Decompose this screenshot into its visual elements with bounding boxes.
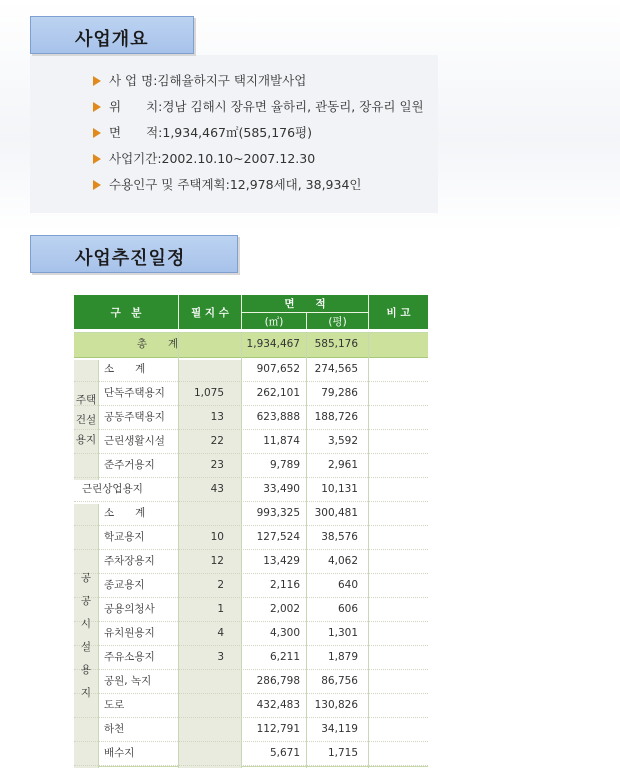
table-row [74, 694, 428, 718]
header-area-pyeong: (평) [328, 315, 347, 328]
group-label [74, 360, 98, 480]
overview-item [93, 94, 453, 120]
table-row [74, 382, 428, 406]
cell-lots: 22 [210, 435, 224, 447]
cell-lots: 43 [210, 483, 224, 495]
cell-lots [182, 502, 224, 525]
header-note: 비 고 [386, 306, 411, 319]
overview-label: 면 적 [109, 125, 159, 140]
cell-area-pyeong: 1,301 [327, 627, 358, 639]
overview-label: 위 치 [109, 99, 159, 114]
overview-value: 1,934,467㎡(585,176평) [162, 125, 313, 140]
row-label: 근린생활시설 [104, 435, 165, 447]
cell-area-m2: 907,652 [256, 363, 300, 375]
cell-area-pyeong: 1,879 [327, 651, 358, 663]
cell-area-m2: 2,002 [269, 603, 300, 615]
group-label-line: 공 [80, 595, 92, 607]
cell-lots [182, 358, 224, 381]
cell-area-m2: 432,483 [256, 699, 300, 711]
row-label: 학교용지 [104, 531, 145, 543]
group-divider [98, 504, 99, 768]
cell-area-m2: 11,874 [263, 435, 300, 447]
table-row [74, 478, 428, 502]
cell-area-m2: 6,211 [269, 651, 300, 663]
cell-area-m2: 1,934,467 [246, 338, 300, 350]
overview-item [93, 68, 453, 94]
overview-label: 수용인구 및 주택계획 [109, 177, 226, 192]
table-row [74, 574, 428, 598]
row-label: 배수지 [104, 747, 135, 759]
arrow-bullet-icon [93, 76, 101, 86]
overview-value: 2002.10.10~2007.12.30 [161, 151, 316, 166]
overview-value: 12,978세대, 38,934인 [229, 177, 362, 192]
row-label: 근린상업용지 [82, 483, 143, 495]
column-divider [178, 333, 179, 768]
row-label: 공원, 녹지 [104, 675, 152, 687]
cell-area-pyeong: 640 [337, 579, 358, 591]
cell-area-pyeong: 79,286 [321, 387, 358, 399]
cell-area-pyeong: 10,131 [321, 483, 358, 495]
group-label-line: 공 [80, 572, 92, 584]
cell-area-m2: 286,798 [256, 675, 300, 687]
cell-lots: 23 [210, 459, 224, 471]
cell-area-pyeong: 1,715 [327, 747, 358, 759]
table-row [74, 646, 428, 670]
table-row [74, 718, 428, 742]
cell-lots: 2 [217, 579, 224, 591]
section-title: 사업추진일정 [75, 248, 186, 269]
row-label: 종교용지 [104, 579, 145, 591]
overview-item [93, 172, 453, 198]
row-label: 하천 [104, 723, 125, 735]
section-heading-schedule [30, 235, 238, 273]
cell-area-m2: 112,791 [256, 723, 300, 735]
group-label-line: 건설 [75, 414, 97, 426]
table-row [74, 430, 428, 454]
cell-lots: 12 [210, 555, 224, 567]
cell-area-m2: 127,524 [256, 531, 300, 543]
column-divider [306, 333, 307, 768]
table-row [74, 598, 428, 622]
table-row [74, 502, 428, 526]
cell-lots: 1 [217, 603, 224, 615]
overview-value: 경남 김해시 장유면 율하리, 관동리, 장유리 일원 [162, 99, 424, 114]
table-row [74, 406, 428, 430]
group-label-line: 주택 [75, 394, 97, 406]
overview-value: 김해율하지구 택지개발사업 [157, 73, 307, 88]
cell-area-m2: 33,490 [263, 483, 300, 495]
arrow-bullet-icon [93, 128, 101, 138]
cell-area-m2: 4,300 [269, 627, 300, 639]
cell-area-m2: 623,888 [256, 411, 300, 423]
row-label: 소 계 [104, 363, 146, 375]
table-row [74, 526, 428, 550]
colon-separator: : [158, 99, 163, 114]
row-label: 공용의청사 [104, 603, 155, 615]
cell-lots: 1,075 [193, 387, 224, 399]
land-use-table [74, 295, 428, 767]
cell-area-m2: 993,325 [256, 507, 300, 519]
group-label [74, 504, 98, 768]
cell-lots: 4 [217, 627, 224, 639]
group-label-line: 지 [80, 687, 92, 699]
cell-lots: 13 [210, 411, 224, 423]
arrow-bullet-icon [93, 180, 101, 190]
group-divider [98, 360, 99, 480]
cell-lots [182, 694, 224, 717]
section-title: 사업개요 [75, 29, 149, 50]
total-row [74, 333, 428, 358]
overview-list [93, 68, 453, 198]
section-heading-overview [30, 16, 194, 54]
cell-lots [182, 718, 224, 741]
table-row [74, 670, 428, 694]
cell-area-pyeong: 4,062 [327, 555, 358, 567]
row-label: 유치원용지 [104, 627, 155, 639]
header-area: 면 적 [284, 298, 326, 310]
row-label: 준주거용지 [104, 459, 155, 471]
row-label: 도로 [104, 699, 125, 711]
cell-area-pyeong: 86,756 [321, 675, 358, 687]
colon-separator: : [153, 73, 158, 88]
group-label-line: 설 [80, 641, 92, 653]
table-body [74, 332, 428, 767]
cell-area-m2: 13,429 [263, 555, 300, 567]
cell-area-pyeong: 606 [337, 603, 358, 615]
cell-area-m2: 262,101 [256, 387, 300, 399]
overview-label: 사 업 명 [109, 73, 154, 88]
cell-lots: 10 [210, 531, 224, 543]
cell-area-m2: 9,789 [269, 459, 300, 471]
cell-area-pyeong: 300,481 [314, 507, 358, 519]
cell-area-pyeong: 34,119 [321, 723, 358, 735]
column-divider [241, 333, 242, 768]
group-label-line: 용지 [75, 434, 97, 446]
row-label: 공동주택용지 [104, 411, 165, 423]
cell-area-pyeong: 585,176 [314, 338, 358, 350]
header-category: 구 분 [110, 306, 142, 319]
table-row [74, 622, 428, 646]
cell-area-m2: 5,671 [269, 747, 300, 759]
table-row [74, 742, 428, 766]
cell-area-pyeong: 2,961 [327, 459, 358, 471]
cell-area-pyeong: 274,565 [314, 363, 358, 375]
cell-lots: 3 [217, 651, 224, 663]
column-divider [368, 333, 369, 768]
table-header [74, 295, 428, 329]
colon-separator: : [158, 125, 163, 140]
cell-area-pyeong: 188,726 [314, 411, 358, 423]
colon-separator: : [157, 151, 162, 166]
row-label: 주유소용지 [104, 651, 155, 663]
cell-area-pyeong: 130,826 [314, 699, 358, 711]
row-label: 주차장용지 [104, 555, 155, 567]
table-row [74, 358, 428, 382]
group-label-line: 용 [80, 664, 92, 676]
header-lots: 필 지 수 [191, 306, 229, 319]
arrow-bullet-icon [93, 102, 101, 112]
row-label: 단독주택용지 [104, 387, 165, 399]
cell-lots [182, 742, 224, 765]
cell-area-pyeong: 38,576 [321, 531, 358, 543]
row-label: 소 계 [104, 507, 146, 519]
cell-lots [182, 670, 224, 693]
table-row [74, 454, 428, 478]
overview-item [93, 146, 453, 172]
arrow-bullet-icon [93, 154, 101, 164]
group-label-line: 시 [80, 618, 92, 630]
table-row [74, 550, 428, 574]
row-label: 총 계 [136, 338, 179, 350]
overview-label: 사업기간 [109, 151, 158, 166]
colon-separator: : [225, 177, 230, 192]
header-area-m2: (㎡) [264, 315, 284, 328]
cell-area-pyeong: 3,592 [327, 435, 358, 447]
cell-area-m2: 2,116 [269, 579, 300, 591]
overview-item [93, 120, 453, 146]
